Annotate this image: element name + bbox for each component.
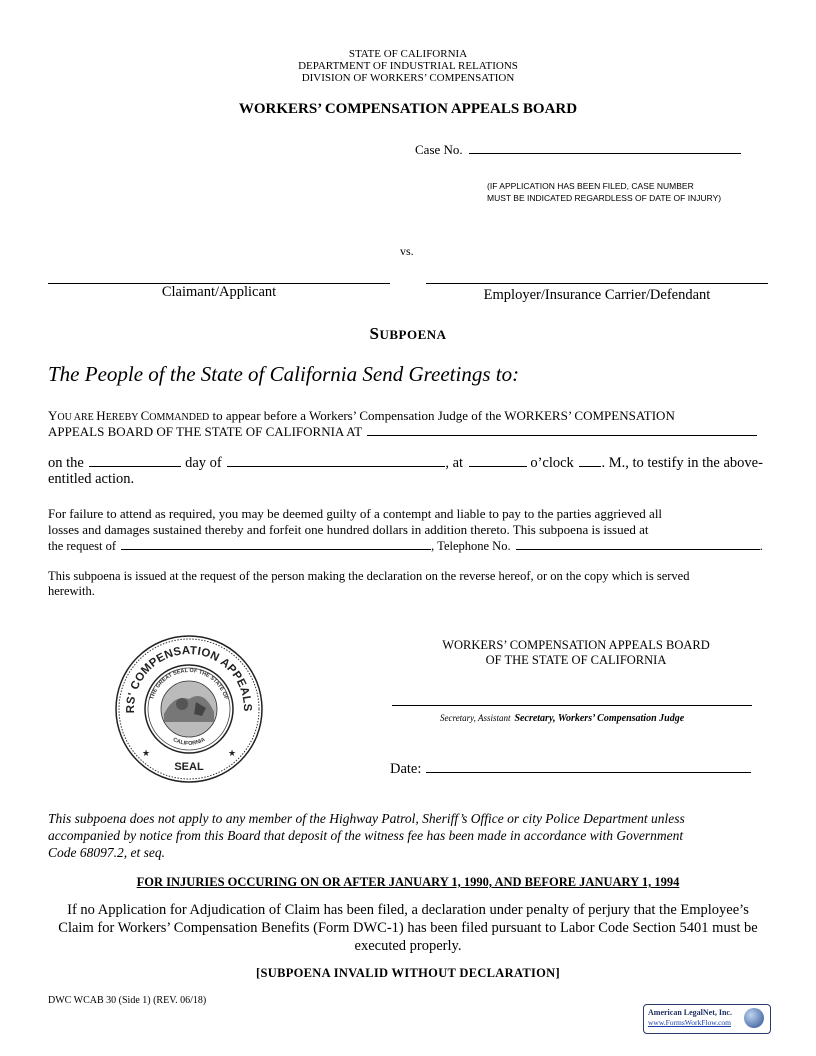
- header-department: DEPARTMENT OF INDUSTRIAL RELATIONS: [298, 60, 518, 72]
- svg-text:★: ★: [141, 748, 151, 758]
- location-field[interactable]: [367, 424, 757, 436]
- highway-note-line2: accompanied by notice from this Board that deposit of the witness fee has been made in accordance with Government: [48, 828, 684, 843]
- greeting: The People of the State of California Send Greetings to:: [48, 362, 520, 386]
- highway-note-line1: This subpoena does not apply to any member of the Highway Patrol, Sheriff’s Office or city Police Department unless: [48, 811, 685, 826]
- case-note-line2: MUST BE INDICATED REGARDLESS OF DATE OF INJURY): [487, 193, 722, 203]
- svg-text:WORKERS' COMPENSATION APPEALS: RS' COMPENSATION APPEALS: [124, 644, 254, 714]
- declaration-note-line1: This subpoena is issued at the request of the person making the declaration on the reverse hereof, or on the copy which is served: [48, 569, 690, 583]
- highway-note-line3: Code 68097.2, et seq.: [48, 845, 165, 860]
- injuries-line3: executed properly.: [354, 938, 462, 954]
- time-field[interactable]: [469, 455, 527, 467]
- date-row: Date:: [390, 761, 751, 778]
- globe-icon: [744, 1008, 764, 1028]
- logo-url[interactable]: www.FormsWorkFlow.com: [648, 1018, 732, 1027]
- signature-board-line1: WORKERS’ COMPENSATION APPEALS BOARD: [442, 638, 710, 652]
- case-number-label: Case No.: [415, 142, 463, 157]
- versus-label: vs.: [400, 244, 414, 258]
- command-line2: APPEALS BOARD OF THE STATE OF CALIFORNIA AT: [48, 424, 757, 440]
- secretary-label: Secretary, Assistant Secretary, Workers’ Compensation Judge: [440, 713, 685, 724]
- telephone-field[interactable]: [516, 538, 760, 550]
- injuries-heading: FOR INJURIES OCCURING ON OR AFTER JANUARY 1, 1990, AND BEFORE JANUARY 1, 1994: [136, 875, 680, 889]
- appearance-line: on the day of , at o’clock . M., to testify in the above-: [48, 455, 763, 471]
- case-number-field[interactable]: [469, 142, 741, 154]
- failure-line1: For failure to attend as required, you may be deemed guilty of a contempt and liable to pay to the parties aggrieved all: [48, 506, 663, 521]
- signature-field[interactable]: [392, 705, 752, 706]
- case-note-line1: (IF APPLICATION HAS BEEN FILED, CASE NUMBER: [487, 181, 694, 191]
- am-pm-field[interactable]: [579, 455, 601, 467]
- employer-field[interactable]: [426, 283, 768, 284]
- american-legalnet-logo[interactable]: [643, 1004, 771, 1034]
- entitled-action: entitled action.: [48, 471, 135, 487]
- invalid-notice: [SUBPOENA INVALID WITHOUT DECLARATION]: [256, 966, 560, 980]
- request-line: the request of , Telephone No. .: [48, 539, 763, 553]
- svg-text:THE GREAT SEAL OF THE STATE OF: THE GREAT SEAL OF THE STATE OF: [149, 667, 229, 701]
- signature-board-line2: OF THE STATE OF CALIFORNIA: [485, 653, 667, 667]
- failure-line2: losses and damages sustained thereby and forfeit one hundred dollars in addition thereto. This subpoena is issued at: [48, 522, 649, 537]
- board-title: WORKERS’ COMPENSATION APPEALS BOARD: [238, 101, 578, 117]
- declaration-note-line2: herewith.: [48, 584, 95, 598]
- day-field[interactable]: [89, 455, 181, 467]
- injuries-line1: If no Application for Adjudication of Claim has been filed, a declaration under penalty of perjury that the Employee’s: [67, 902, 749, 918]
- svg-text:★: ★: [227, 748, 237, 758]
- form-id: DWC WCAB 30 (Side 1) (REV. 06/18): [48, 995, 207, 1006]
- svg-text:SEAL: SEAL: [174, 761, 204, 773]
- requester-field[interactable]: [121, 538, 431, 550]
- injuries-line2: Claim for Workers’ Compensation Benefits (Form DWC-1) has been filed pursuant to Labor Code Section 5401 must be: [58, 920, 758, 936]
- case-number-row: [415, 142, 741, 158]
- header-division: DIVISION OF WORKERS’ COMPENSATION: [301, 72, 515, 84]
- command-line1: YOU ARE HEREBY COMMANDED to appear before a Workers’ Compensation Judge of the WORKERS’ COMPENSATION: [48, 408, 675, 423]
- date-field[interactable]: [426, 761, 751, 773]
- subpoena-title: SUBPOENA: [369, 324, 447, 343]
- header-state: STATE OF CALIFORNIA: [348, 48, 468, 60]
- employer-label: Employer/Insurance Carrier/Defendant: [483, 287, 711, 303]
- logo-name: American LegalNet, Inc.: [648, 1008, 732, 1017]
- claimant-label: Claimant/Applicant: [161, 284, 277, 300]
- seal-image: [114, 634, 264, 784]
- svg-text:CALIFORNIA: CALIFORNIA: [171, 736, 207, 747]
- month-year-field[interactable]: [227, 455, 445, 467]
